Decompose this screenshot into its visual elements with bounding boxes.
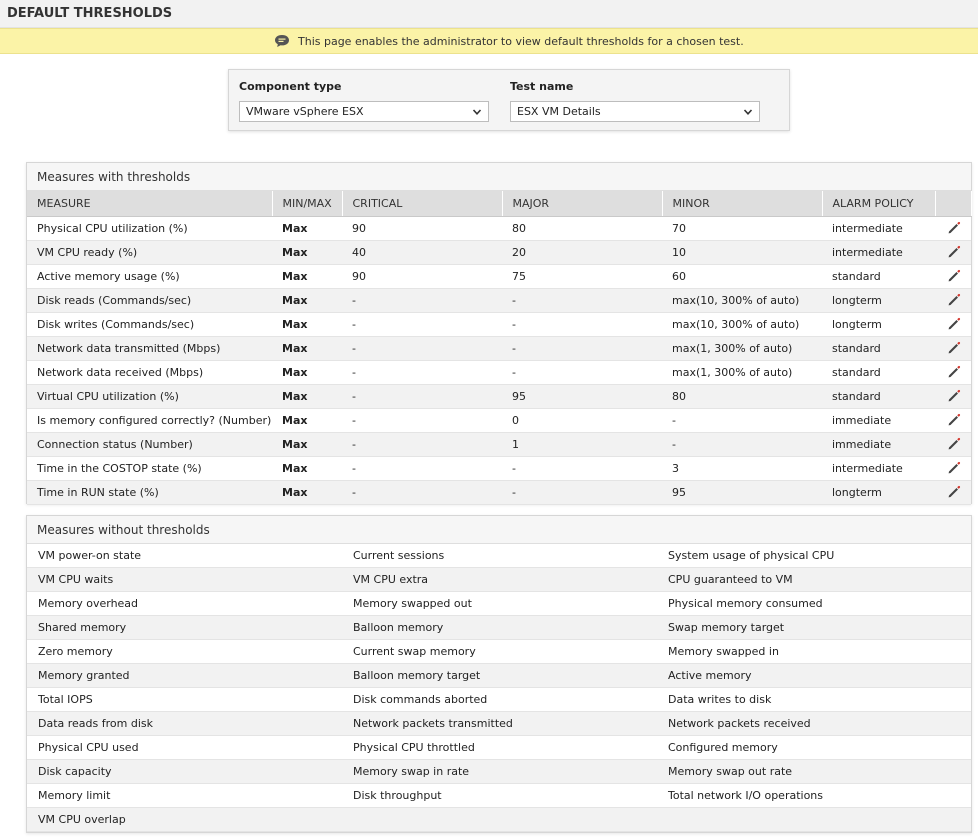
list-row bbox=[27, 616, 971, 640]
major-cell: - bbox=[502, 456, 662, 480]
minmax-cell: Max bbox=[272, 432, 342, 456]
list-row bbox=[27, 640, 971, 664]
measure-item: Memory granted bbox=[38, 669, 130, 682]
column-header: MAJOR bbox=[502, 191, 662, 216]
minmax-cell: Max bbox=[272, 264, 342, 288]
alarm-policy-cell: intermediate bbox=[822, 456, 935, 480]
measure-item: Memory overhead bbox=[38, 597, 139, 610]
edit-cell bbox=[935, 336, 971, 360]
table-header-row bbox=[27, 191, 971, 216]
minor-cell: 3 bbox=[662, 456, 822, 480]
pencil-icon[interactable] bbox=[947, 365, 961, 379]
table-row bbox=[27, 432, 971, 456]
measure-item: Memory swap in rate bbox=[353, 765, 470, 778]
measure-cell: Connection status (Number) bbox=[27, 432, 272, 456]
minmax-cell: Max bbox=[272, 360, 342, 384]
component-type-label: Component type bbox=[239, 80, 342, 93]
panel-title: Measures with thresholds bbox=[37, 170, 191, 184]
panel-header bbox=[27, 516, 971, 544]
major-cell: - bbox=[502, 336, 662, 360]
minor-cell: - bbox=[662, 432, 822, 456]
measure-item: Physical CPU throttled bbox=[353, 741, 475, 754]
major-cell: 80 bbox=[502, 216, 662, 240]
measure-item: Total IOPS bbox=[38, 693, 93, 706]
edit-cell bbox=[935, 288, 971, 312]
measure-item: Memory swapped in bbox=[668, 645, 779, 658]
major-cell: 95 bbox=[502, 384, 662, 408]
minor-cell: 60 bbox=[662, 264, 822, 288]
table-row bbox=[27, 480, 971, 504]
alarm-policy-cell: intermediate bbox=[822, 216, 935, 240]
measure-item: Current sessions bbox=[353, 549, 445, 562]
panel-title: Measures without thresholds bbox=[37, 523, 210, 537]
pencil-icon[interactable] bbox=[947, 389, 961, 403]
info-bar bbox=[0, 28, 978, 54]
table-row bbox=[27, 288, 971, 312]
major-cell: - bbox=[502, 312, 662, 336]
measure-item: Swap memory target bbox=[668, 621, 785, 634]
pencil-icon[interactable] bbox=[947, 269, 961, 283]
chevron-down-icon bbox=[472, 107, 482, 117]
info-message: This page enables the administrator to view default thresholds for a chosen test. bbox=[298, 35, 744, 48]
speech-bubble-icon bbox=[274, 34, 290, 48]
measure-item: Disk throughput bbox=[353, 789, 442, 802]
minmax-cell: Max bbox=[272, 240, 342, 264]
page-title: DEFAULT THRESHOLDS bbox=[7, 6, 173, 21]
panel-header bbox=[27, 163, 971, 191]
component-type-value: VMware vSphere ESX bbox=[246, 105, 364, 118]
measure-item: Balloon memory bbox=[353, 621, 444, 634]
measure-item: VM CPU extra bbox=[353, 573, 429, 586]
measures-with-thresholds-panel bbox=[26, 162, 972, 504]
table-row bbox=[27, 216, 971, 240]
measure-item: Physical memory consumed bbox=[668, 597, 823, 610]
critical-cell: - bbox=[342, 432, 502, 456]
measure-item: Data writes to disk bbox=[668, 693, 772, 706]
major-cell: - bbox=[502, 360, 662, 384]
measure-cell: Network data transmitted (Mbps) bbox=[27, 336, 272, 360]
measure-cell: Time in RUN state (%) bbox=[27, 480, 272, 504]
measure-item: CPU guaranteed to VM bbox=[668, 573, 793, 586]
critical-cell: - bbox=[342, 312, 502, 336]
edit-cell bbox=[935, 240, 971, 264]
minor-cell: max(10, 300% of auto) bbox=[662, 288, 822, 312]
list-row bbox=[27, 568, 971, 592]
edit-cell bbox=[935, 264, 971, 288]
alarm-policy-cell: longterm bbox=[822, 312, 935, 336]
measure-item: VM CPU waits bbox=[38, 573, 114, 586]
alarm-policy-cell: longterm bbox=[822, 480, 935, 504]
measure-cell: Active memory usage (%) bbox=[27, 264, 272, 288]
edit-cell bbox=[935, 456, 971, 480]
measure-item: Configured memory bbox=[668, 741, 778, 754]
major-cell: 1 bbox=[502, 432, 662, 456]
minmax-cell: Max bbox=[272, 480, 342, 504]
critical-cell: 40 bbox=[342, 240, 502, 264]
measure-item: Disk capacity bbox=[38, 765, 112, 778]
pencil-icon[interactable] bbox=[947, 413, 961, 427]
pencil-icon[interactable] bbox=[947, 317, 961, 331]
list-row bbox=[27, 808, 971, 832]
alarm-policy-cell: standard bbox=[822, 336, 935, 360]
list-row bbox=[27, 760, 971, 784]
list-row bbox=[27, 736, 971, 760]
measure-item: Balloon memory target bbox=[353, 669, 481, 682]
major-cell: 20 bbox=[502, 240, 662, 264]
measure-item: Data reads from disk bbox=[38, 717, 153, 730]
major-cell: - bbox=[502, 288, 662, 312]
edit-cell bbox=[935, 408, 971, 432]
alarm-policy-cell: intermediate bbox=[822, 240, 935, 264]
minmax-cell: Max bbox=[272, 216, 342, 240]
critical-cell: 90 bbox=[342, 216, 502, 240]
measure-item: VM CPU overlap bbox=[38, 813, 126, 826]
measure-cell: Physical CPU utilization (%) bbox=[27, 216, 272, 240]
measure-item: Memory limit bbox=[38, 789, 111, 802]
table-row bbox=[27, 240, 971, 264]
measure-cell: VM CPU ready (%) bbox=[27, 240, 272, 264]
measure-item: Physical CPU used bbox=[38, 741, 139, 754]
minmax-cell: Max bbox=[272, 456, 342, 480]
measure-cell: Disk writes (Commands/sec) bbox=[27, 312, 272, 336]
component-type-select[interactable] bbox=[239, 101, 489, 122]
measure-item: Total network I/O operations bbox=[668, 789, 824, 802]
measure-item: Memory swapped out bbox=[353, 597, 472, 610]
edit-cell bbox=[935, 480, 971, 504]
critical-cell: - bbox=[342, 384, 502, 408]
pencil-icon[interactable] bbox=[947, 437, 961, 451]
column-header: MIN/MAX bbox=[272, 191, 342, 216]
pencil-icon[interactable] bbox=[947, 293, 961, 307]
thresholds-table bbox=[27, 191, 972, 505]
alarm-policy-cell: standard bbox=[822, 264, 935, 288]
pencil-icon[interactable] bbox=[947, 461, 961, 475]
measure-item: Active memory bbox=[668, 669, 752, 682]
minor-cell: 95 bbox=[662, 480, 822, 504]
measure-item: Network packets received bbox=[668, 717, 811, 730]
major-cell: 75 bbox=[502, 264, 662, 288]
table-row bbox=[27, 456, 971, 480]
minor-cell: max(10, 300% of auto) bbox=[662, 312, 822, 336]
table-row bbox=[27, 312, 971, 336]
critical-cell: - bbox=[342, 456, 502, 480]
test-name-label: Test name bbox=[510, 80, 574, 93]
measure-cell: Time in the COSTOP state (%) bbox=[27, 456, 272, 480]
critical-cell: - bbox=[342, 408, 502, 432]
measure-cell: Is memory configured correctly? (Number) bbox=[27, 408, 272, 432]
edit-cell bbox=[935, 216, 971, 240]
measure-item: Zero memory bbox=[38, 645, 113, 658]
table-row bbox=[27, 384, 971, 408]
column-header: ALARM POLICY bbox=[822, 191, 935, 216]
test-selector-panel bbox=[228, 69, 790, 131]
major-cell: - bbox=[502, 480, 662, 504]
pencil-icon[interactable] bbox=[947, 245, 961, 259]
measures-grid bbox=[27, 544, 971, 832]
edit-cell bbox=[935, 432, 971, 456]
critical-cell: 90 bbox=[342, 264, 502, 288]
critical-cell: - bbox=[342, 336, 502, 360]
alarm-policy-cell: immediate bbox=[822, 408, 935, 432]
test-name-select[interactable] bbox=[510, 101, 760, 122]
edit-cell bbox=[935, 312, 971, 336]
pencil-icon[interactable] bbox=[947, 485, 961, 499]
minmax-cell: Max bbox=[272, 384, 342, 408]
minor-cell: max(1, 300% of auto) bbox=[662, 336, 822, 360]
measures-without-thresholds-panel bbox=[26, 515, 972, 833]
critical-cell: - bbox=[342, 480, 502, 504]
measure-item: Network packets transmitted bbox=[353, 717, 513, 730]
minor-cell: 70 bbox=[662, 216, 822, 240]
table-row bbox=[27, 360, 971, 384]
measure-cell: Virtual CPU utilization (%) bbox=[27, 384, 272, 408]
minmax-cell: Max bbox=[272, 336, 342, 360]
alarm-policy-cell: immediate bbox=[822, 432, 935, 456]
critical-cell: - bbox=[342, 288, 502, 312]
column-header: CRITICAL bbox=[342, 191, 502, 216]
test-name-value: ESX VM Details bbox=[517, 105, 601, 118]
measure-cell: Network data received (Mbps) bbox=[27, 360, 272, 384]
measure-item: Current swap memory bbox=[353, 645, 476, 658]
minmax-cell: Max bbox=[272, 288, 342, 312]
edit-cell bbox=[935, 384, 971, 408]
list-row bbox=[27, 712, 971, 736]
column-header bbox=[935, 191, 971, 216]
minor-cell: max(1, 300% of auto) bbox=[662, 360, 822, 384]
list-row bbox=[27, 664, 971, 688]
pencil-icon[interactable] bbox=[947, 341, 961, 355]
table-row bbox=[27, 408, 971, 432]
title-bar bbox=[0, 0, 978, 28]
list-row bbox=[27, 592, 971, 616]
table-row bbox=[27, 264, 971, 288]
alarm-policy-cell: standard bbox=[822, 360, 935, 384]
minor-cell: - bbox=[662, 408, 822, 432]
list-row bbox=[27, 688, 971, 712]
measure-item: Disk commands aborted bbox=[353, 693, 488, 706]
measure-item: VM power-on state bbox=[38, 549, 142, 562]
measure-item: Memory swap out rate bbox=[668, 765, 793, 778]
minor-cell: 10 bbox=[662, 240, 822, 264]
column-header: MEASURE bbox=[27, 191, 272, 216]
chevron-down-icon bbox=[743, 107, 753, 117]
alarm-policy-cell: longterm bbox=[822, 288, 935, 312]
column-header: MINOR bbox=[662, 191, 822, 216]
minor-cell: 80 bbox=[662, 384, 822, 408]
minmax-cell: Max bbox=[272, 312, 342, 336]
table-row bbox=[27, 336, 971, 360]
measure-item: System usage of physical CPU bbox=[668, 549, 835, 562]
pencil-icon[interactable] bbox=[947, 221, 961, 235]
measure-item: Shared memory bbox=[38, 621, 127, 634]
list-row bbox=[27, 544, 971, 568]
alarm-policy-cell: standard bbox=[822, 384, 935, 408]
minmax-cell: Max bbox=[272, 408, 342, 432]
edit-cell bbox=[935, 360, 971, 384]
major-cell: 0 bbox=[502, 408, 662, 432]
measure-cell: Disk reads (Commands/sec) bbox=[27, 288, 272, 312]
list-row bbox=[27, 784, 971, 808]
critical-cell: - bbox=[342, 360, 502, 384]
